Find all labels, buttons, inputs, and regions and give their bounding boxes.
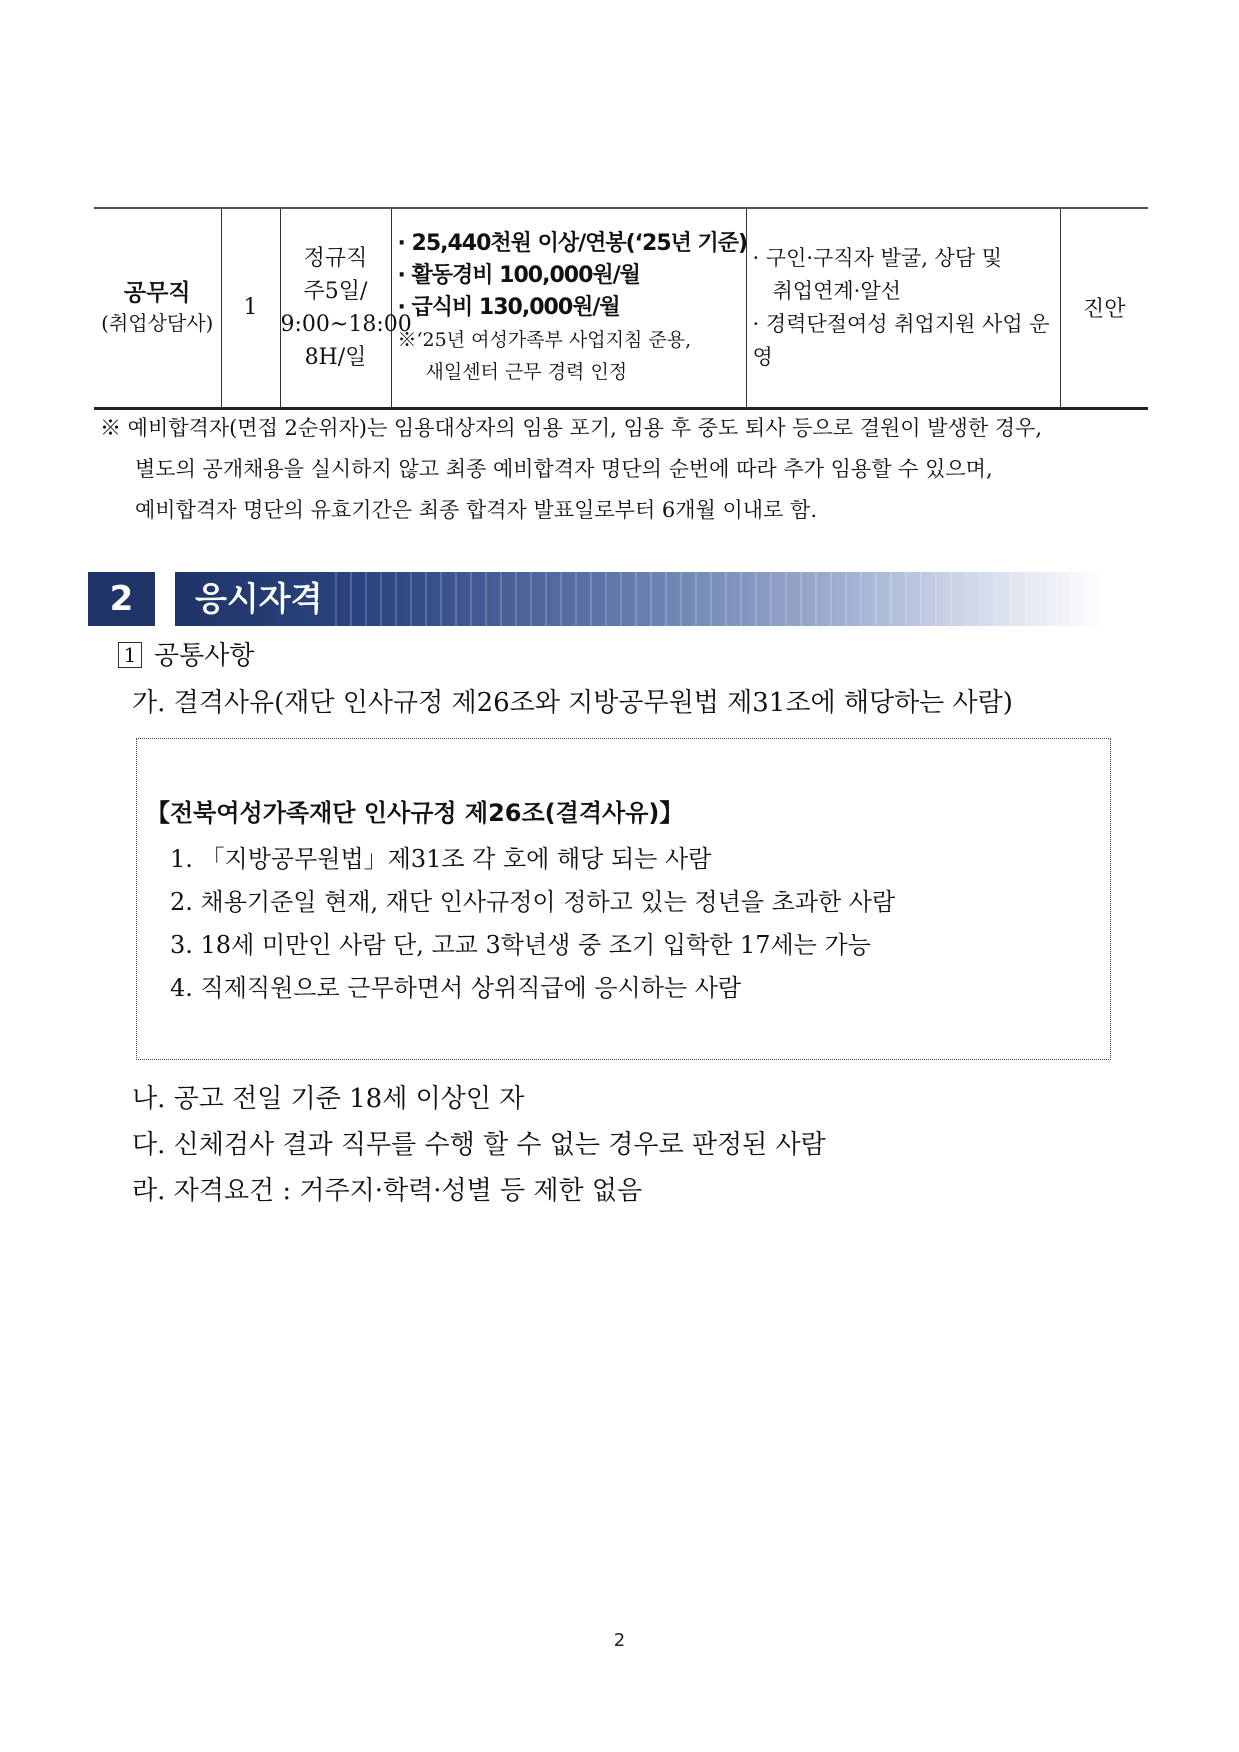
notice-line-1: ※ 예비합격자(면접 2순위자)는 임용대상자의 임용 포기, 임용 후 중도 퇴사 등으로 결원이 발생한 경우, [100,416,1043,440]
section-title: 응시자격 [195,579,323,618]
rule-box-title: 【전북여성가족재단 인사규정 제26조(결격사유)】 [146,799,684,827]
item-da: 다. 신체검사 결과 직무를 수행 할 수 없는 경우로 판정된 사람 [132,1130,826,1160]
headcount-cell: 1 [221,208,280,408]
work-hours: 9:00~18:00 [280,311,412,337]
duty-2: · 경력단절여성 취업지원 사업 운영 [752,311,1050,369]
activity-expense-line: · 활동경비 100,000원/월 [397,262,640,288]
work-days: 주5일/ [303,278,368,304]
meal-expense-line: · 급식비 130,000원/월 [397,294,620,320]
position-cell [94,208,221,408]
employment-cell [280,208,412,408]
employment-type: 정규직 [303,245,368,271]
duty-1: · 구인·구직자 발굴, 상담 및 [752,245,1003,270]
pay-cell [391,208,746,408]
list-item: 2. 채용기준일 현재, 재단 인사규정이 정하고 있는 정년을 초과한 사람 [170,888,896,916]
rule-list [170,838,895,1010]
job-table [94,207,1148,410]
table-row [94,208,1148,408]
list-item: 4. 직제직원으로 근무하면서 상위직급에 응시하는 사람 [170,974,742,1002]
position-subtitle: (취업상담사) [101,310,214,335]
item-ga: 가. 결격사유(재단 인사규정 제26조와 지방공무원법 제31조에 해당하는 사람) [132,688,1013,718]
location-cell: 진안 [1060,208,1148,408]
notice-line-3: 예비합격자 명단의 유효기간은 최종 합격자 발표일로부터 6개월 이내로 함. [135,498,818,522]
list-item: 3. 18세 미만인 사람 단, 고교 3학년생 중 조기 입학한 17세는 가능 [170,931,871,959]
section-number: 2 [88,572,155,626]
position-title: 공무직 [123,279,191,306]
list-item: 1. 「지방공무원법」제31조 각 호에 해당 되는 사람 [170,845,712,873]
duty-1-cont: 취업연계·알선 [772,278,901,303]
pay-note-cont: 새일센터 근무 경력 인정 [425,360,628,383]
section-header-stripes [335,572,1105,626]
page-number: 2 [613,1630,626,1651]
subsection-number-box: 1 [118,642,142,668]
daily-hours: 8H/일 [304,344,367,370]
duties-cell [746,208,1060,408]
reserve-notice [100,408,1178,531]
subsection-heading [118,636,254,676]
pay-note: ※‘25년 여성가족부 사업지침 준용, [397,328,692,351]
notice-line-2: 별도의 공개채용을 실시하지 않고 최종 예비합격자 명단의 순번에 따라 추가 임용할 수 있으며, [135,457,993,481]
salary-line: · 25,440천원 이상/연봉(‘25년 기준) [397,230,748,256]
item-na: 나. 공고 전일 기준 18세 이상인 자 [132,1084,525,1114]
subsection-label: 공통사항 [154,641,255,671]
item-ra: 라. 자격요건 : 거주지·학력·성별 등 제한 없음 [132,1176,643,1206]
